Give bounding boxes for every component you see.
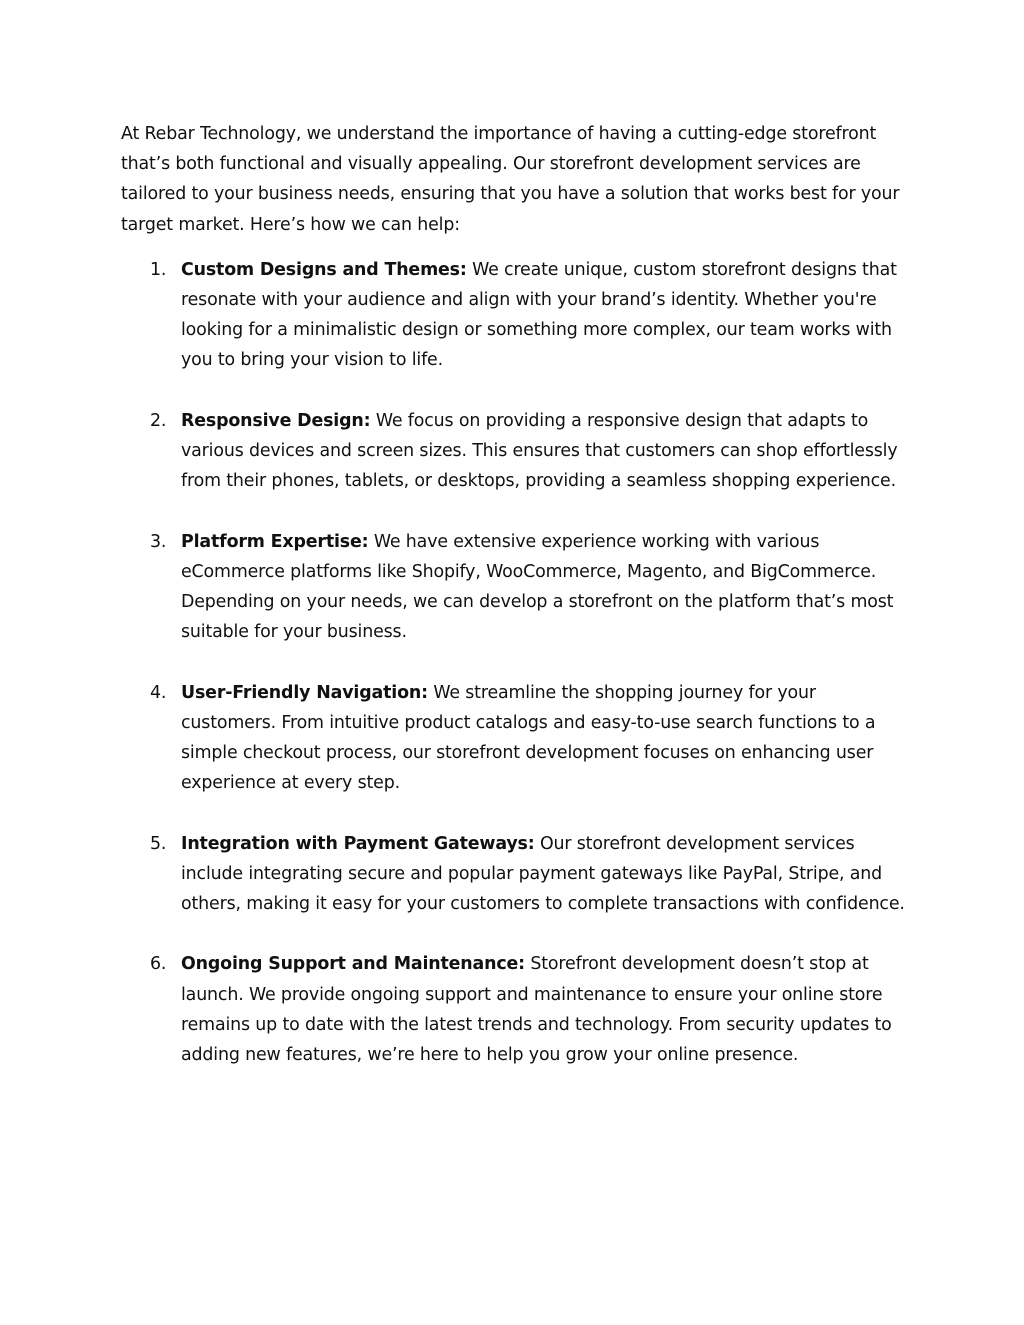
list-number: 2. <box>150 410 167 431</box>
item-label: Platform Expertise: <box>181 531 369 552</box>
intro-paragraph: At Rebar Technology, we understand the importance of having a cutting-edge storefront that’s both functional and visually appealing. Our storefront development services are tailored to your business needs, ensuring that you have a solution that works best for your target market. Here’s how we can help: <box>121 124 900 235</box>
list-item <box>121 678 911 799</box>
item-label: Ongoing Support and Maintenance: <box>181 954 525 975</box>
list-item <box>121 406 911 497</box>
list-item <box>121 255 911 376</box>
document-page <box>121 119 911 1100</box>
services-list <box>121 255 911 1070</box>
item-label: Integration with Payment Gateways: <box>181 833 535 854</box>
list-number: 4. <box>150 682 167 703</box>
list-number: 3. <box>150 531 167 552</box>
list-number: 6. <box>150 954 167 975</box>
item-text: We create unique, custom storefront designs that resonate with your audience and align with your brand’s identity. Whether you're looking for a minimalistic design or something more complex, our team works with you to bring your vision to life. <box>181 259 897 371</box>
list-item <box>121 829 911 920</box>
item-text: We focus on providing a responsive design that adapts to various devices and screen sizes. This ensures that customers can shop effortlessly from their phones, tablets, or desktops, providing a seamless shopping experience. <box>181 410 898 492</box>
item-label: Custom Designs and Themes: <box>181 259 467 280</box>
item-label: Responsive Design: <box>181 410 371 431</box>
item-text: We have extensive experience working with various eCommerce platforms like Shopify, WooCommerce, Magento, and BigCommerce. Depending on your needs, we can develop a storefront on the platform that’s most suitable for your business. <box>181 531 894 643</box>
list-number: 5. <box>150 833 167 854</box>
list-item <box>121 949 911 1070</box>
list-number: 1. <box>150 259 167 280</box>
item-text: We streamline the shopping journey for your customers. From intuitive product catalogs and easy-to-use search functions to a simple checkout process, our storefront development focuses on enhancing user experience at every step. <box>181 682 876 794</box>
item-label: User-Friendly Navigation: <box>181 682 428 703</box>
item-text: Our storefront development services include integrating secure and popular payment gateways like PayPal, Stripe, and others, making it easy for your customers to complete transactions with confidence. <box>181 833 905 915</box>
list-item <box>121 527 911 648</box>
item-text: Storefront development doesn’t stop at launch. We provide ongoing support and maintenance to ensure your online store remains up to date with the latest trends and technology. From security updates to adding new features, we’re here to help you grow your online presence. <box>181 954 892 1066</box>
